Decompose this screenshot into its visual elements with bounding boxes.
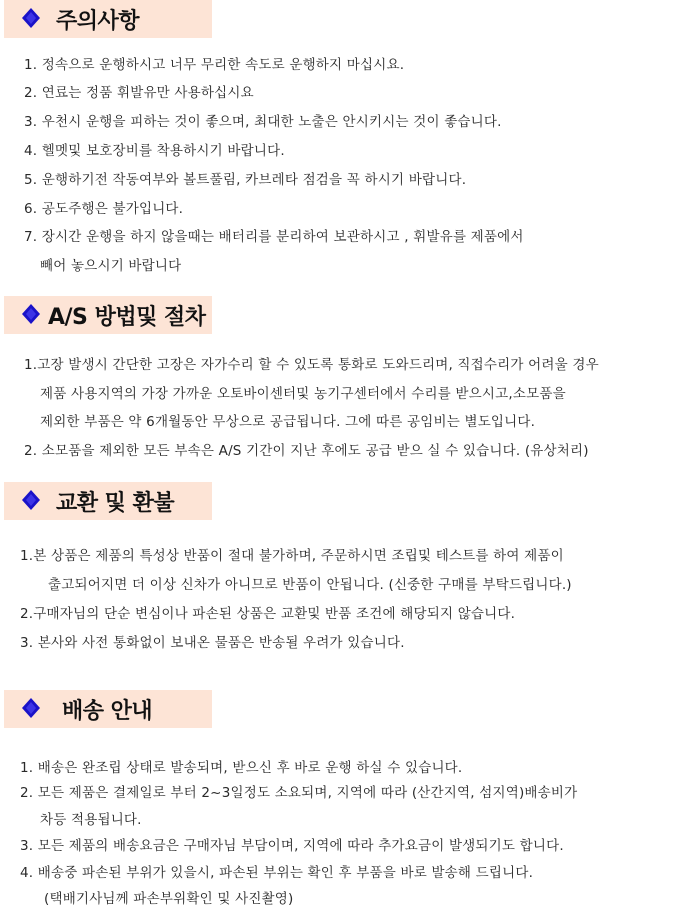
precaution-line: 7. 장시간 운행을 하지 않을때는 배터리를 분리하여 보관하시고 , 휘발유를 제품에서 xyxy=(24,229,524,245)
section-header-as-procedure xyxy=(4,296,212,334)
shipping-line: 3. 모든 제품의 배송요금은 구매자님 부담이며, 지역에 따라 추가요금이 발생되기도 합니다. xyxy=(20,838,564,854)
as-line: 1.고장 발생시 간단한 고장은 자가수리 할 수 있도록 통화로 도와드리며, 직접수리가 어려울 경우 xyxy=(24,357,599,373)
as-line: 제품 사용지역의 가장 가까운 오토바이센터및 농기구센터에서 수리를 받으시고,소모품을 xyxy=(40,386,566,402)
diamond-icon xyxy=(20,489,42,511)
section-title: 주의사항 xyxy=(56,9,140,34)
section-title: 배송 안내 xyxy=(62,699,153,724)
section-title: A/S 방법및 절차 xyxy=(48,305,206,330)
as-line: 제외한 부품은 약 6개월동안 무상으로 공급됩니다. 그에 따른 공임비는 별도입니다. xyxy=(40,414,536,430)
section-title: 교환 및 환불 xyxy=(56,491,175,516)
precaution-line: 빼어 놓으시기 바랍니다 xyxy=(40,258,182,274)
shipping-line: 4. 배송중 파손된 부위가 있을시, 파손된 부위는 확인 후 부품을 바로 발송해 드립니다. xyxy=(20,865,534,881)
precaution-line: 5. 운행하기전 작동여부와 볼트풀림, 카브레타 점검을 꼭 하시기 바랍니다. xyxy=(24,172,467,188)
shipping-line: 1. 배송은 완조립 상태로 발송되며, 받으신 후 바로 운행 하실 수 있습니다. xyxy=(20,760,463,776)
shipping-line: (택배기사님께 파손부위확인 및 사진촬영) xyxy=(44,891,294,907)
section-header-shipping xyxy=(4,690,212,728)
precaution-line: 1. 정속으로 운행하시고 너무 무리한 속도로 운행하지 마십시요. xyxy=(24,57,405,73)
diamond-icon xyxy=(20,7,42,29)
precaution-line: 3. 우천시 운행을 피하는 것이 좋으며, 최대한 노출은 안시키시는 것이 좋습니다. xyxy=(24,114,502,130)
diamond-icon xyxy=(20,303,42,325)
precaution-line: 4. 헬멧및 보호장비를 착용하시기 바랍니다. xyxy=(24,143,285,159)
exchange-line: 3. 본사와 사전 통화없이 보내온 물품은 반송될 우려가 있습니다. xyxy=(20,635,405,651)
section-header-precautions xyxy=(4,0,212,38)
precaution-line: 2. 연료는 정품 휘발유만 사용하십시요 xyxy=(24,85,254,101)
exchange-line: 1.본 상품은 제품의 특성상 반품이 절대 불가하며, 주문하시면 조립및 테스트를 하여 제품이 xyxy=(20,548,564,564)
precaution-line: 6. 공도주행은 불가입니다. xyxy=(24,201,184,217)
as-line: 2. 소모품을 제외한 모든 부속은 A/S 기간이 지난 후에도 공급 받으 실 수 있습니다. (유상처리) xyxy=(24,443,589,459)
exchange-line: 2.구매자님의 단순 변심이나 파손된 상품은 교환및 반품 조건에 해당되지 않습니다. xyxy=(20,606,516,622)
shipping-line: 차등 적용됩니다. xyxy=(40,812,142,828)
diamond-icon xyxy=(20,697,42,719)
exchange-line: 출고되어지면 더 이상 신차가 아니므로 반품이 안됩니다. (신중한 구매를 부탁드립니다.) xyxy=(48,577,572,593)
shipping-line: 2. 모든 제품은 결제일로 부터 2~3일정도 소요되며, 지역에 따라 (산간지역, 섬지역)배송비가 xyxy=(20,785,578,801)
section-header-exchange-refund xyxy=(4,482,212,520)
